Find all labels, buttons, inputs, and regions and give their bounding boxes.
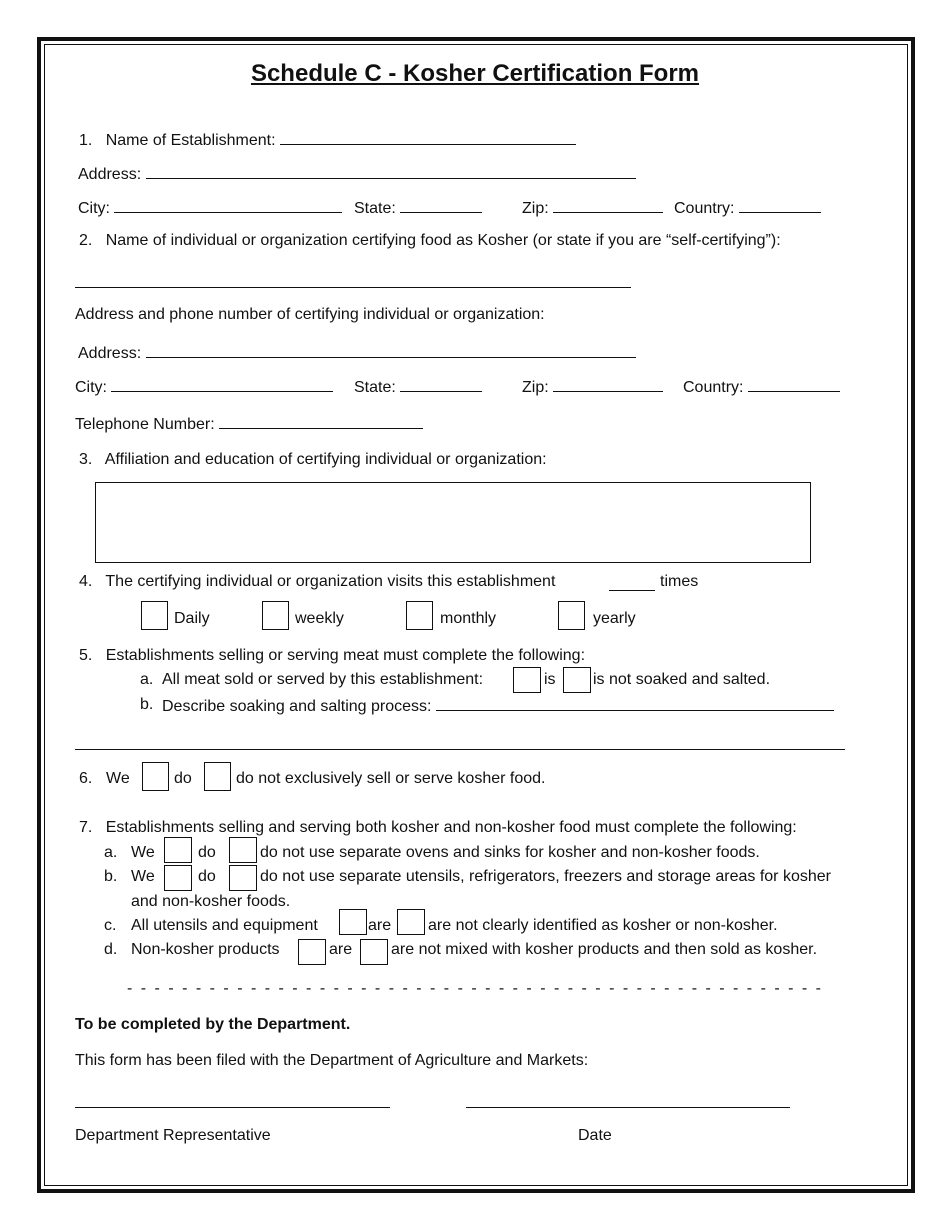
affiliation-education-textbox[interactable] [95, 482, 811, 563]
q2-address-phone-intro: Address and phone number of certifying individual or organization: [75, 306, 545, 323]
q7d-letter: d. [104, 941, 118, 958]
q2-state-label: State: [354, 379, 396, 396]
telephone-label: Telephone Number: [75, 416, 215, 433]
telephone-field[interactable] [219, 413, 423, 429]
q7d-are-not-checkbox[interactable] [360, 939, 388, 965]
q7b-rest: do not use separate utensils, refrigerators, freezers and storage areas for kosher [260, 868, 831, 885]
q2-text: Name of individual or organization certifying food as Kosher (or state if you are “self-certifying”): [105, 232, 781, 249]
q3-row [79, 450, 547, 470]
q5-row [79, 646, 585, 666]
q1-zip-group [522, 197, 663, 219]
establishment-state-field[interactable] [400, 197, 482, 213]
q2-address-label: Address: [78, 345, 142, 362]
q5a-letter: a. [140, 671, 154, 688]
q2-number: 2. [79, 232, 93, 249]
soaking-process-field[interactable] [436, 695, 834, 711]
q5-text: Establishments selling or serving meat must complete the following: [105, 647, 586, 664]
yearly-label: yearly [593, 610, 636, 627]
establishment-name-field[interactable] [280, 129, 576, 145]
q5b-text: Describe soaking and salting process: [162, 698, 432, 715]
certifier-address-field[interactable] [146, 342, 636, 358]
q2-zip-label: Zip: [522, 379, 549, 396]
q7-text: Establishments selling and serving both kosher and non-kosher food must complete the following: [105, 819, 797, 836]
q6-rest: do not exclusively sell or serve kosher food. [236, 770, 546, 787]
q7c-rest: are not clearly identified as kosher or non-kosher. [428, 917, 778, 934]
q5-number: 5. [79, 647, 93, 664]
weekly-checkbox[interactable] [262, 601, 289, 630]
q7b-rest-cont: and non-kosher foods. [131, 893, 291, 910]
q7-row [79, 818, 797, 838]
establishment-zip-field[interactable] [553, 197, 663, 213]
q4-times-label: times [660, 573, 699, 590]
q5a-is-not: is not soaked and salted. [593, 671, 771, 688]
q2-city-label: City: [75, 379, 107, 396]
q1-name-label: Name of Establishment: [105, 132, 276, 149]
q4-text: The certifying individual or organization visits this establishment [105, 573, 556, 590]
q7b-letter: b. [104, 868, 118, 885]
soaking-process-field-line2[interactable] [75, 749, 845, 750]
q3-number: 3. [79, 451, 93, 468]
q7b-do-not-checkbox[interactable] [229, 865, 257, 891]
q1-row [79, 129, 576, 151]
q5a-is: is [544, 671, 556, 688]
q7d-are-checkbox[interactable] [298, 939, 326, 965]
q7b-we: We [131, 868, 155, 885]
visit-times-field[interactable] [609, 590, 655, 591]
q4-row [79, 572, 555, 592]
q1-zip-label: Zip: [522, 200, 549, 217]
q7b-do: do [198, 868, 216, 885]
establishment-country-field[interactable] [739, 197, 821, 213]
department-date-label: Date [578, 1127, 612, 1144]
q6-do: do [174, 770, 192, 787]
department-representative-label: Department Representative [75, 1127, 271, 1144]
q2-state-group [354, 376, 482, 398]
monthly-label: monthly [440, 610, 497, 627]
q7-number: 7. [79, 819, 93, 836]
establishment-address-field[interactable] [146, 163, 636, 179]
q2-row [79, 231, 781, 251]
form-title: Schedule C - Kosher Certification Form [250, 60, 700, 87]
q1-country-label: Country: [674, 200, 735, 217]
certifier-country-field[interactable] [748, 376, 840, 392]
yearly-checkbox[interactable] [558, 601, 585, 630]
q7d-rest: are not mixed with kosher products and then sold as kosher. [391, 941, 818, 958]
q1-country-group [674, 197, 821, 219]
q1-address-label: Address: [78, 166, 142, 183]
q7c-letter: c. [104, 917, 117, 934]
certifier-state-field[interactable] [400, 376, 482, 392]
q6-do-checkbox[interactable] [142, 762, 169, 791]
q7d-are: are [329, 941, 353, 958]
q5b-letter: b. [140, 696, 154, 713]
q7a-do-not-checkbox[interactable] [229, 837, 257, 863]
department-date-field[interactable] [466, 1107, 790, 1108]
department-representative-signature-field[interactable] [75, 1107, 390, 1108]
monthly-checkbox[interactable] [406, 601, 433, 630]
q2-telephone-row [75, 413, 423, 435]
q5a-text: All meat sold or served by this establishment: [162, 671, 484, 688]
section-separator: - - - - - - - - - - - - - - - - - - - - - - - - - - - - - - - - - - - - - - - - - - - - - - - - - - - [127, 980, 823, 997]
q7a-do: do [198, 844, 216, 861]
q7c-are: are [368, 917, 392, 934]
q7c-are-not-checkbox[interactable] [397, 909, 425, 935]
department-filed-text: This form has been filed with the Department of Agriculture and Markets: [75, 1052, 589, 1069]
q2-country-label: Country: [683, 379, 744, 396]
certifier-zip-field[interactable] [553, 376, 663, 392]
q1-address-row [78, 163, 636, 185]
q2-zip-group [522, 376, 663, 398]
establishment-city-field[interactable] [114, 197, 342, 213]
q6-do-not-checkbox[interactable] [204, 762, 231, 791]
q2-country-group [683, 376, 840, 398]
daily-label: Daily [174, 610, 210, 627]
q6-number: 6. [79, 770, 93, 787]
q1-city-label: City: [78, 200, 110, 217]
daily-checkbox[interactable] [141, 601, 168, 630]
q1-state-group [354, 197, 482, 219]
q1-city-row [78, 197, 342, 219]
weekly-label: weekly [295, 610, 344, 627]
q5b-row [162, 695, 834, 717]
department-heading: To be completed by the Department. [75, 1016, 351, 1033]
certifier-name-field[interactable] [75, 287, 631, 288]
q1-state-label: State: [354, 200, 396, 217]
q7a-rest: do not use separate ovens and sinks for kosher and non-kosher foods. [260, 844, 760, 861]
q7d-text: Non-kosher products [131, 941, 280, 958]
q7a-do-checkbox[interactable] [164, 837, 192, 863]
q7a-letter: a. [104, 844, 118, 861]
certifier-city-field[interactable] [111, 376, 333, 392]
q7c-text: All utensils and equipment [131, 917, 318, 934]
q6-we: We [106, 770, 130, 787]
q3-text: Affiliation and education of certifying individual or organization: [104, 451, 547, 468]
q7a-we: We [131, 844, 155, 861]
q2-address-row [78, 342, 636, 364]
q2-city-row [75, 376, 333, 398]
q7b-do-checkbox[interactable] [164, 865, 192, 891]
meat-is-not-checkbox[interactable] [563, 667, 591, 693]
q7c-are-checkbox[interactable] [339, 909, 367, 935]
meat-is-checkbox[interactable] [513, 667, 541, 693]
q4-number: 4. [79, 573, 93, 590]
q1-number: 1. [79, 132, 93, 149]
